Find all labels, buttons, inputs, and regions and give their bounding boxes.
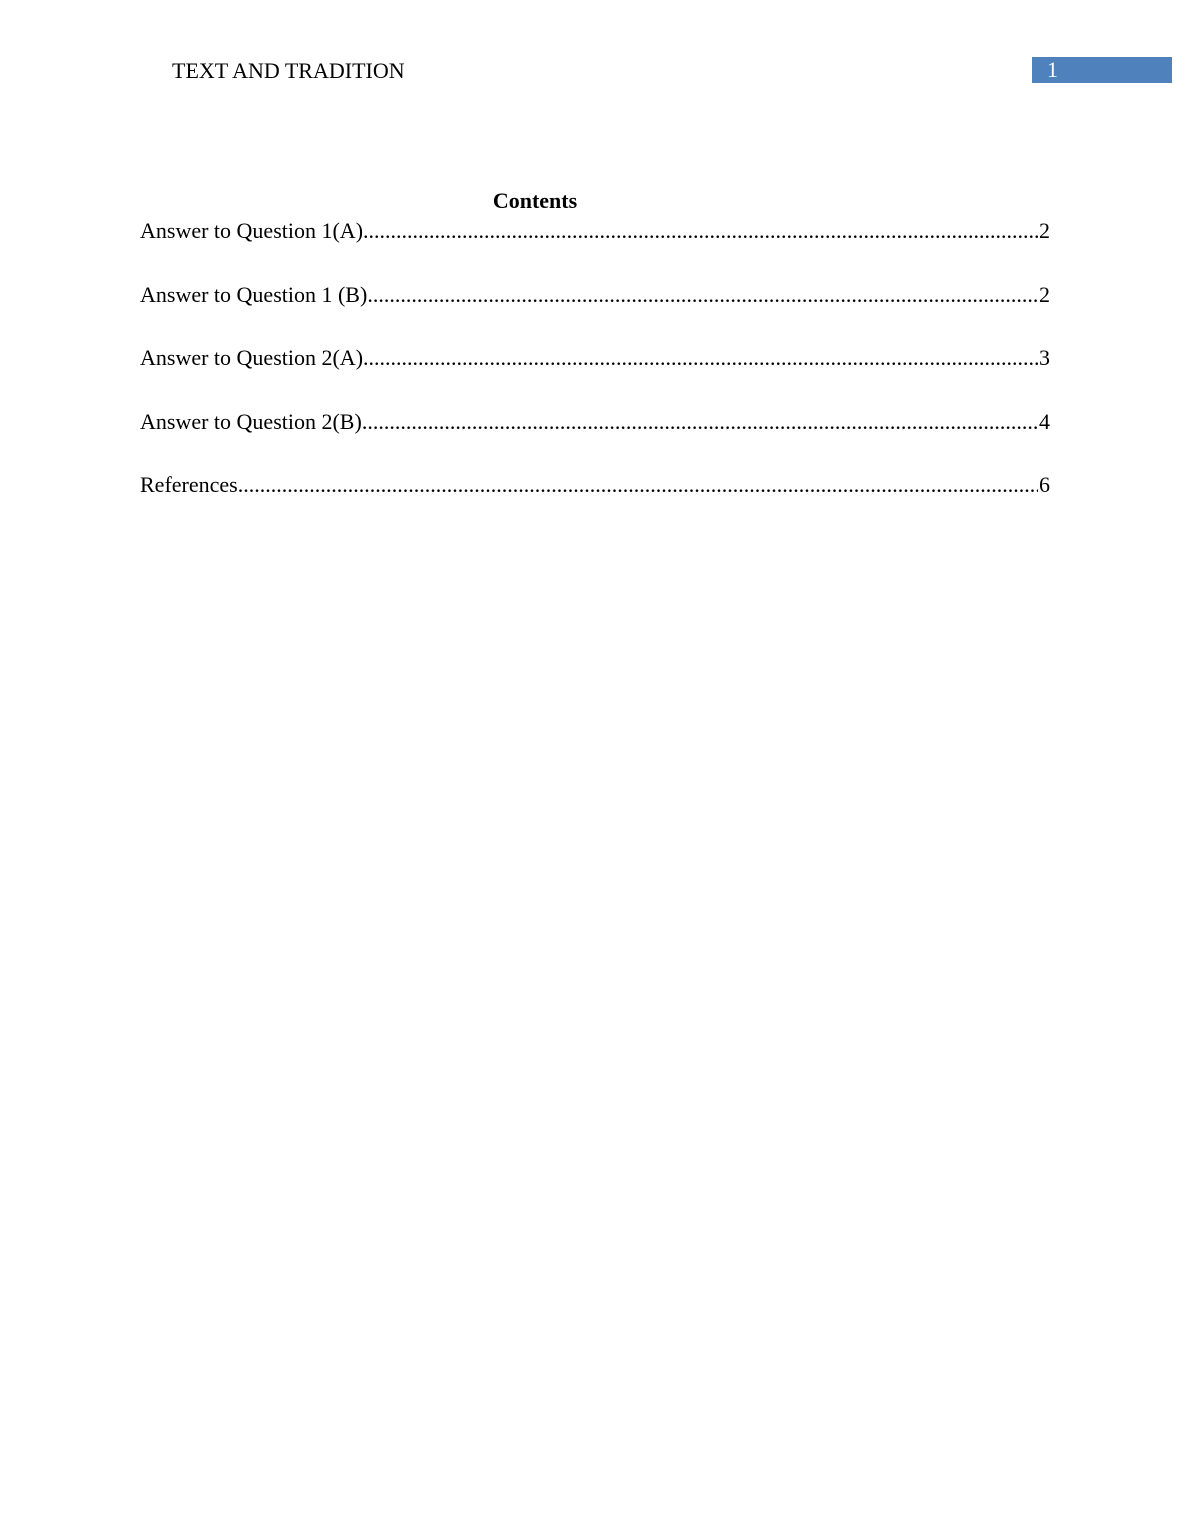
toc-entry-page[interactable]: 3 [1039, 345, 1050, 370]
toc-entry-text[interactable]: References [140, 472, 238, 497]
toc-entry[interactable] [140, 217, 1050, 245]
page-number: 1 [1047, 57, 1058, 82]
table-of-contents [140, 217, 1050, 535]
toc-entry[interactable] [140, 471, 1050, 499]
toc-heading: Contents [492, 188, 578, 213]
toc-entry-text[interactable]: Answer to Question 1(A) [140, 218, 364, 243]
toc-entry-page[interactable]: 6 [1039, 472, 1050, 497]
page-number-badge [1032, 57, 1172, 83]
toc-entry[interactable] [140, 408, 1050, 436]
toc-entry-text[interactable]: Answer to Question 1 (B) [140, 281, 368, 307]
toc-entry[interactable] [140, 281, 1050, 309]
toc-entry[interactable] [140, 344, 1050, 372]
running-header-title: TEXT AND TRADITION [172, 58, 405, 83]
toc-entry-page[interactable]: 2 [1039, 281, 1050, 307]
toc-entry-page[interactable]: 4 [1039, 408, 1050, 434]
toc-dot-leader [238, 471, 1038, 499]
toc-entry-text[interactable]: Answer to Question 2(A) [140, 345, 364, 370]
toc-dot-leader [363, 217, 1038, 245]
toc-dot-leader [363, 344, 1038, 372]
toc-entry-page[interactable]: 2 [1039, 218, 1050, 243]
toc-dot-leader [362, 408, 1038, 436]
toc-dot-leader [367, 281, 1038, 309]
toc-entry-text[interactable]: Answer to Question 2(B) [140, 408, 362, 434]
